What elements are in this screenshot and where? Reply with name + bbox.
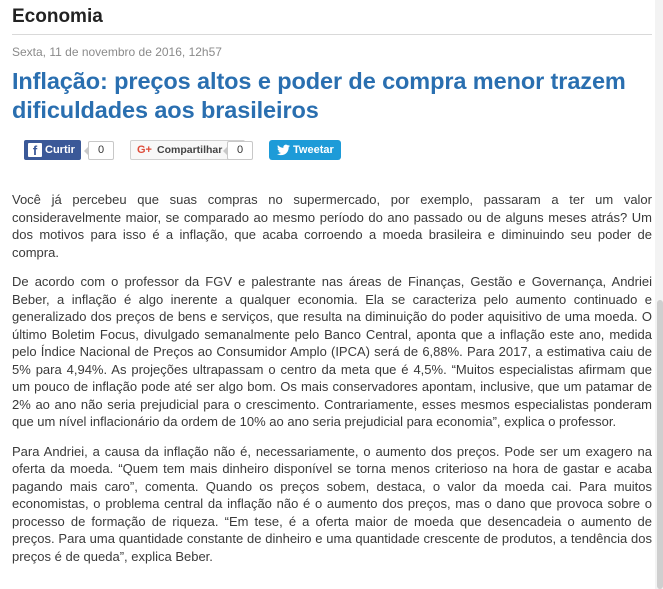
article-headline: Inflação: preços altos e poder de compra menor trazem dificuldades aos brasileiros: [12, 68, 626, 123]
facebook-icon: f: [28, 143, 42, 157]
scrollbar-thumb[interactable]: [657, 300, 663, 589]
twitter-bird-icon: [277, 144, 290, 156]
article-paragraph: De acordo com o professor da FGV e palestrante nas áreas de Finanças, Gestão e Governança, Andriei Beber, a inflação é algo inerente a qualquer economia. Ela se caracteriza pelo aumento continuado e generalizado dos preços de bens e serviços, que resulta na diminuição do poder aquisitivo de uma moeda. O último Boletim Focus, divulgado semanalmente pelo Banco Central, aponta que a inflação este ano, medida pelo Índice Nacional de Preços ao Consumidor Amplo (IPCA) será de 6,88%. Para 2017, a estimativa caiu de 5% para 4,94%. As projeções ultrapassam o centro da meta que é 4,5%. “Muitos especialistas afirmam que um pouco de inflação pode até ser algo bom. Os mais conservadores apontam, inclusive, que um patamar de 2% ao ano não seria prejudicial para o crescimento. Contrariamente, esses mesmos especialistas ponderam que um nível inflacionário da ordem de 10% ao ano seria prejudicial para economia”, explica o professor.: [12, 274, 652, 429]
facebook-like-button[interactable]: [24, 140, 81, 160]
google-plus-icon: G+: [137, 144, 152, 156]
section-title: Economia: [12, 6, 652, 35]
scrollbar[interactable]: [655, 0, 663, 589]
google-plus-share-count: 0: [227, 141, 253, 160]
article-dateline: Sexta, 11 de novembro de 2016, 12h57: [12, 45, 222, 59]
twitter-tweet-button[interactable]: [269, 140, 341, 160]
article-paragraph: Você já percebeu que suas compras no supermercado, por exemplo, passaram a ter um valor consideravelmente maior, se comparado ao mesmo período do ano passado ou de alguns meses atrás? Um dos motivos para isso é a inflação, que acaba corroendo a moeda brasileira e diminuindo seu poder de compra.: [12, 192, 652, 260]
facebook-like-label: Curtir: [45, 144, 75, 156]
share-bar: [24, 139, 384, 161]
twitter-tweet-label: Tweetar: [293, 144, 334, 156]
article-paragraph: Para Andriei, a causa da inflação não é, necessariamente, o aumento dos preços. Pode ser um exagero na oferta da moeda. “Quem tem mais dinheiro disponível se torna menos criterioso na hora de gastar e acaba pagando mais caro”, comenta. Quando os preços sobem, destaca, o valor da moeda cai. Para muitos economistas, o problema central da inflação não é o aumento dos preços, mas o dano que provoca sobre o processo de formação de riqueza. “Em tese, é a oferta maior de moeda que desencadeia o aumento de preços. Para uma quantidade constante de dinheiro e uma quantidade crescente de produtos, a tendência dos preços é de queda”, explica Beber.: [12, 443, 652, 564]
google-plus-share-label: Compartilhar: [157, 144, 223, 156]
article-body: [12, 191, 652, 577]
facebook-like-count: 0: [88, 141, 114, 160]
